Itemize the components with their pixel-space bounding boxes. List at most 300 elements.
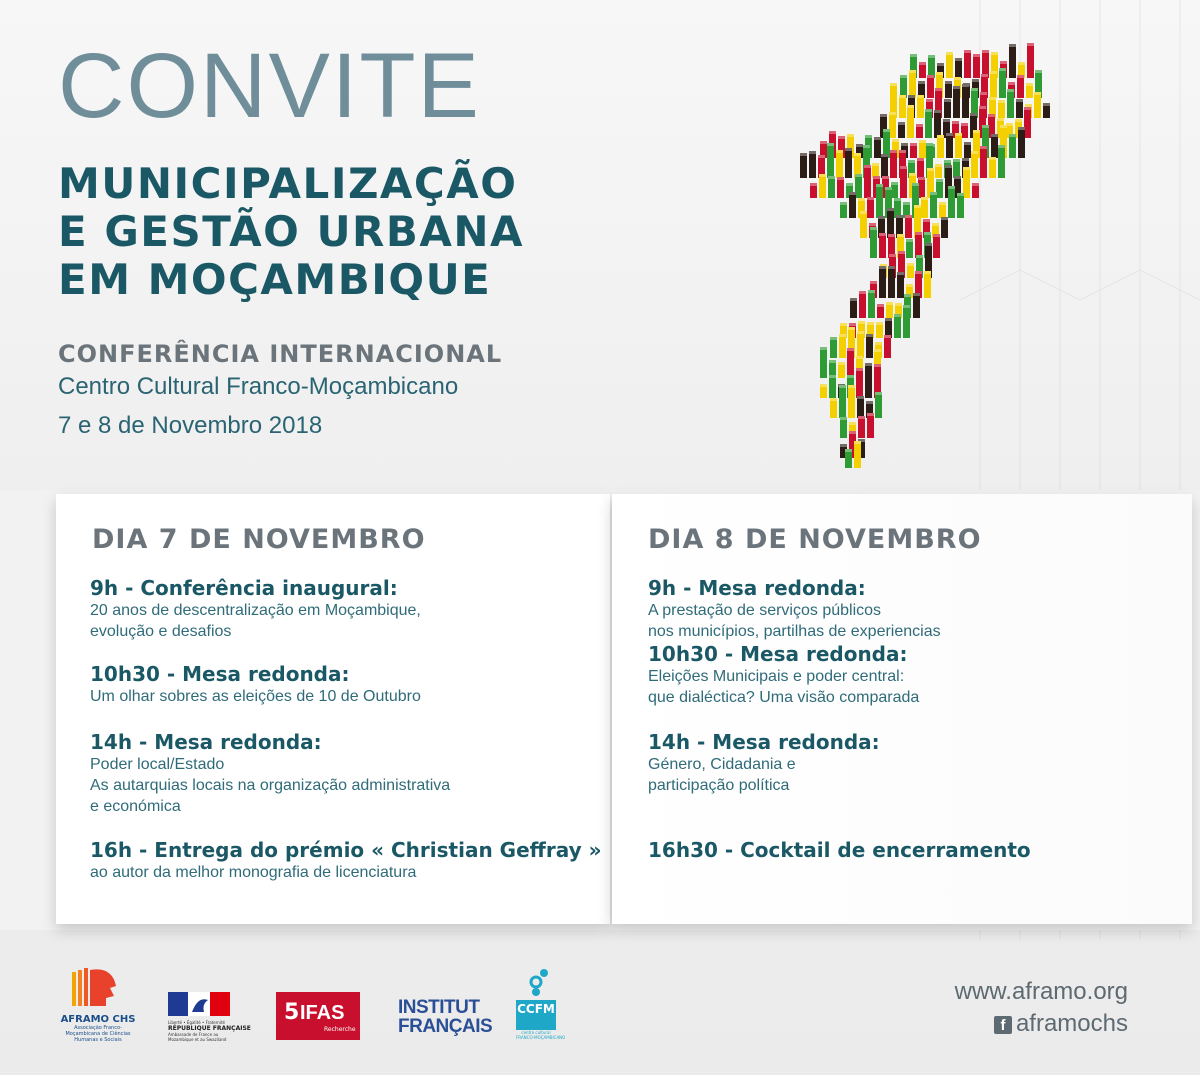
map-block-highlight (829, 360, 836, 363)
event-title: 14h - Mesa redonda: (90, 730, 322, 754)
map-block-highlight (857, 396, 864, 399)
event-description: que dialéctica? Uma visão comparada (648, 689, 920, 706)
event-description: e económica (90, 798, 181, 815)
map-block-highlight (849, 192, 856, 195)
map-block-highlight (819, 174, 826, 177)
map-block (933, 234, 940, 258)
map-block-highlight (997, 118, 1004, 121)
day-2-heading: DIA 8 DE NOVEMBRO (648, 524, 982, 555)
map-block (928, 55, 935, 78)
map-block-highlight (915, 232, 922, 235)
map-block-highlight (878, 216, 885, 219)
map-block-highlight (909, 70, 916, 73)
map-block (859, 291, 866, 318)
map-block (905, 215, 912, 238)
map-block-highlight (973, 54, 980, 57)
map-block (860, 211, 867, 238)
day-1-card (56, 494, 610, 924)
event-title-line-3: EM MOÇAMBIQUE (58, 255, 492, 304)
map-block-highlight (957, 193, 964, 196)
map-block-highlight (946, 133, 953, 136)
republique-francaise-logo (168, 992, 251, 1052)
map-block-highlight (888, 266, 895, 269)
map-block-highlight (904, 294, 911, 297)
ifas-subtitle: Recherche (324, 1026, 356, 1033)
aframo-subtitle: Associação Franco-Moçambicana de Ciências Humanas e Sociais (65, 1025, 131, 1043)
map-block-highlight (847, 348, 854, 351)
map-block (874, 137, 881, 158)
map-block-highlight (925, 243, 932, 246)
map-block-highlight (866, 334, 873, 337)
map-block (849, 192, 856, 218)
map-block (998, 145, 1005, 178)
map-block-highlight (896, 215, 903, 218)
map-block-highlight (991, 52, 998, 55)
map-block-highlight (916, 255, 923, 258)
map-block-highlight (899, 95, 906, 98)
map-block-highlight (873, 176, 880, 179)
map-block (900, 166, 907, 198)
map-block-highlight (828, 176, 835, 179)
map-block-highlight (935, 164, 942, 167)
map-block-highlight (867, 197, 874, 200)
map-block (879, 266, 886, 298)
map-block-highlight (889, 112, 896, 115)
map-block-highlight (937, 135, 944, 138)
map-block (866, 334, 873, 358)
event-title-line-1: MUNICIPALIZAÇÃO (58, 159, 518, 208)
map-block-highlight (989, 97, 996, 100)
map-block-highlight (1025, 104, 1032, 107)
map-block (848, 385, 855, 418)
map-block-highlight (847, 134, 854, 137)
map-block (934, 110, 941, 138)
map-block-highlight (982, 125, 989, 128)
map-block (889, 112, 896, 138)
venue: Centro Cultural Franco-Moçambicano (58, 373, 459, 400)
map-block-highlight (894, 198, 901, 201)
website-link[interactable]: www.aframo.org (954, 978, 1128, 1005)
map-block-highlight (907, 263, 914, 266)
map-block-highlight (953, 86, 960, 89)
map-block-highlight (859, 291, 866, 294)
map-block-highlight (874, 349, 881, 352)
social-handle: aframochs (1015, 1010, 1128, 1037)
map-block-highlight (883, 129, 890, 132)
map-block-highlight (948, 186, 955, 189)
event-title: 16h30 - Cocktail de encerramento (648, 838, 1031, 862)
ccfm-subtitle-1: centro cultural (521, 1030, 551, 1035)
map-block-highlight (926, 99, 933, 102)
map-block-highlight (818, 155, 825, 158)
map-block-highlight (887, 208, 894, 211)
map-block-highlight (919, 62, 926, 65)
event-description: ao autor da melhor monografia de licenciatura (90, 864, 417, 881)
event-dates: 7 e 8 de Novembro 2018 (58, 412, 323, 439)
map-block-highlight (936, 179, 943, 182)
map-block-highlight (865, 135, 872, 138)
map-block (840, 417, 847, 438)
map-block-highlight (876, 322, 883, 325)
map-block (1009, 44, 1016, 78)
map-block-highlight (1043, 103, 1050, 106)
map-block-highlight (903, 305, 910, 308)
day-1-event (90, 838, 602, 883)
map-block (888, 266, 895, 298)
map-block-highlight (850, 298, 857, 301)
event-description: participação política (648, 777, 790, 794)
map-block (1009, 134, 1016, 158)
map-block-highlight (908, 160, 915, 163)
map-block (837, 177, 844, 198)
map-block-highlight (971, 88, 978, 91)
map-block-highlight (890, 150, 897, 153)
map-block-highlight (898, 122, 905, 125)
map-block-highlight (881, 154, 888, 157)
event-description: Género, Cidadania e (648, 756, 796, 773)
map-block-highlight (970, 113, 977, 116)
day-1-event (90, 662, 421, 707)
map-block (828, 176, 835, 198)
map-block (820, 347, 827, 378)
map-block-highlight (903, 202, 910, 205)
map-block-highlight (906, 239, 913, 242)
map-block-highlight (926, 143, 933, 146)
map-block-highlight (879, 266, 886, 269)
map-block (899, 95, 906, 118)
map-block-highlight (1015, 119, 1022, 122)
map-block-highlight (839, 385, 846, 388)
map-block-highlight (849, 422, 856, 425)
map-block (917, 95, 924, 118)
map-block-highlight (943, 119, 950, 122)
map-block-highlight (898, 251, 905, 254)
map-block-highlight (845, 449, 852, 452)
map-block-highlight (944, 99, 951, 102)
event-title: 9h - Mesa redonda: (648, 576, 866, 600)
map-block (980, 146, 987, 178)
map-block-highlight (874, 364, 881, 367)
map-block-highlight (946, 52, 953, 55)
map-block (887, 208, 894, 238)
map-block (930, 192, 937, 218)
map-block-highlight (941, 217, 948, 220)
map-block-highlight (980, 146, 987, 149)
map-block-highlight (866, 401, 873, 404)
map-block-highlight (917, 95, 924, 98)
institut-francais-logo (398, 997, 493, 1042)
map-block (864, 165, 871, 198)
map-block-highlight (930, 192, 937, 195)
map-block (941, 217, 948, 238)
map-block (913, 293, 920, 318)
map-block (894, 314, 901, 338)
map-block-highlight (855, 174, 862, 177)
map-block-highlight (905, 215, 912, 218)
event-description: As autarquias locais na organização administrativa (90, 777, 451, 794)
map-block-highlight (830, 337, 837, 340)
map-block-highlight (897, 234, 904, 237)
event-description: evolução e desafios (90, 623, 232, 640)
aframo-logo (60, 966, 136, 1050)
map-block-highlight (952, 121, 959, 124)
map-block-highlight (916, 124, 923, 127)
map-block-highlight (913, 293, 920, 296)
map-block-highlight (963, 167, 970, 170)
map-block-highlight (849, 323, 856, 326)
map-block-highlight (939, 202, 946, 205)
facebook-icon: f (994, 1016, 1012, 1034)
map-block (839, 385, 846, 418)
map-block-highlight (934, 110, 941, 113)
map-block-highlight (875, 392, 882, 395)
day-2-card (612, 494, 1192, 924)
map-block-highlight (944, 160, 951, 163)
map-block (973, 54, 980, 78)
map-block-highlight (889, 254, 896, 257)
map-block-highlight (848, 385, 855, 388)
map-block (915, 232, 922, 258)
map-block-highlight (856, 356, 863, 359)
map-block-highlight (1000, 125, 1007, 128)
map-block-highlight (1009, 44, 1016, 47)
map-block (955, 133, 962, 158)
ccfm-subtitle-2: FRANCO-MOÇAMBICANO (516, 1035, 566, 1040)
social-link[interactable] (994, 1010, 1128, 1038)
map-block (847, 348, 854, 378)
map-block-highlight (1007, 89, 1014, 92)
map-block-highlight (955, 133, 962, 136)
day-1-event (90, 730, 450, 817)
map-block-highlight (869, 223, 876, 226)
map-block-highlight (900, 75, 907, 78)
map-block (858, 416, 865, 438)
map-block-highlight (870, 281, 877, 284)
map-block-highlight (954, 176, 961, 179)
map-block-highlight (991, 134, 998, 137)
map-block-highlight (973, 130, 980, 133)
map-block-highlight (1018, 127, 1025, 130)
map-block-highlight (955, 58, 962, 61)
map-block-highlight (1035, 70, 1042, 73)
map-block-highlight (870, 227, 877, 230)
map-block-highlight (867, 322, 874, 325)
map-block-highlight (894, 314, 901, 317)
ccfm-logo (516, 968, 566, 1056)
map-block (927, 75, 934, 98)
map-block (900, 75, 907, 98)
map-block (946, 52, 953, 78)
map-block-highlight (839, 334, 846, 337)
map-block-highlight (840, 202, 847, 205)
map-block (991, 134, 998, 158)
map-block-highlight (972, 79, 979, 82)
map-block (1027, 43, 1034, 78)
map-block-highlight (936, 72, 943, 75)
map-block-highlight (809, 151, 816, 154)
bubbles-icon (516, 968, 556, 996)
map-block-highlight (921, 197, 928, 200)
map-block-highlight (924, 232, 931, 235)
map-block-highlight (971, 151, 978, 154)
map-block-highlight (998, 100, 1005, 103)
event-description: Eleições Municipais e poder central: (648, 668, 905, 685)
map-block-highlight (999, 68, 1006, 71)
map-block-highlight (840, 417, 847, 420)
map-block-highlight (885, 187, 892, 190)
map-block-highlight (879, 233, 886, 236)
map-block (854, 441, 861, 468)
map-block-highlight (1017, 75, 1024, 78)
map-block (990, 71, 997, 98)
map-block (868, 290, 875, 318)
map-block-highlight (890, 83, 897, 86)
map-block-highlight (877, 304, 884, 307)
aframo-name: AFRAMO CHS (60, 1014, 136, 1025)
map-block-highlight (1006, 123, 1013, 126)
map-block-highlight (854, 441, 861, 444)
map-block-highlight (945, 81, 952, 84)
map-block-highlight (876, 184, 883, 187)
map-block-highlight (912, 183, 919, 186)
map-block-highlight (927, 75, 934, 78)
map-block-highlight (827, 143, 834, 146)
map-block (867, 197, 874, 218)
map-block-highlight (990, 71, 997, 74)
map-block (856, 368, 863, 398)
map-block-highlight (919, 140, 926, 143)
event-description: A prestação de serviços públicos (648, 602, 882, 619)
map-block-highlight (937, 63, 944, 66)
map-block-highlight (953, 159, 960, 162)
map-block (883, 129, 890, 158)
event-description: nos municípios, partilhas de experiencias (648, 623, 941, 640)
map-block-highlight (1016, 99, 1023, 102)
event-title: 16h - Entrega do prémio « Christian Geffray » (90, 838, 602, 862)
map-block-highlight (860, 211, 867, 214)
map-block-highlight (907, 105, 914, 108)
map-block-highlight (847, 375, 854, 378)
map-block-highlight (886, 302, 893, 305)
map-block-highlight (875, 342, 882, 345)
map-block-highlight (964, 142, 971, 145)
map-block (839, 334, 846, 358)
map-block (830, 337, 837, 358)
map-block-highlight (900, 166, 907, 169)
map-block (867, 413, 874, 438)
map-block-highlight (829, 375, 836, 378)
map-block (971, 151, 978, 178)
map-block (1017, 75, 1024, 98)
map-block (999, 68, 1006, 98)
day-1-event (90, 576, 421, 642)
france-embassy: Ambassade de France au Mozambique et au Swaziland (168, 1032, 227, 1042)
ifas-name: IFAS (300, 1002, 345, 1024)
marianne-icon (168, 992, 230, 1016)
map-block-highlight (917, 158, 924, 161)
map-block-highlight (848, 327, 855, 330)
invitation-title: CONVITE (58, 35, 481, 137)
map-block-highlight (899, 150, 906, 153)
map-block-highlight (923, 219, 930, 222)
map-block (855, 174, 862, 198)
day-2-event (648, 642, 919, 708)
map-block-highlight (915, 271, 922, 274)
map-block-highlight (800, 153, 807, 156)
map-block (925, 109, 932, 138)
map-block-highlight (1027, 43, 1034, 46)
map-block-highlight (1018, 62, 1025, 65)
map-block-highlight (982, 50, 989, 53)
map-block-highlight (908, 95, 915, 98)
map-block-highlight (1000, 61, 1007, 64)
map-block (957, 193, 964, 218)
map-block-highlight (925, 109, 932, 112)
map-block-highlight (918, 177, 925, 180)
map-block (879, 233, 886, 258)
map-block (907, 105, 914, 138)
map-block-highlight (897, 272, 904, 275)
map-block-highlight (856, 368, 863, 371)
map-block-highlight (972, 183, 979, 186)
map-block-highlight (1026, 83, 1033, 86)
map-block-highlight (854, 153, 861, 156)
map-block (962, 84, 969, 118)
map-block (800, 153, 807, 178)
map-block (819, 174, 826, 198)
map-block (964, 50, 971, 78)
map-block (875, 392, 882, 418)
map-block-highlight (858, 198, 865, 201)
map-block (1018, 127, 1025, 158)
map-block-highlight (891, 182, 898, 185)
map-block (876, 184, 883, 218)
map-block-highlight (830, 398, 837, 401)
map-block-highlight (836, 150, 843, 153)
map-block-highlight (810, 183, 817, 186)
map-block (903, 305, 910, 338)
map-block-highlight (998, 145, 1005, 148)
map-block-highlight (932, 223, 939, 226)
map-block-highlight (980, 92, 987, 95)
map-block (827, 143, 834, 178)
map-block-highlight (895, 303, 902, 306)
france-motto: Liberté • Égalité • Fraternité (168, 1020, 225, 1025)
map-block-highlight (1008, 82, 1015, 85)
map-block-highlight (933, 234, 940, 237)
map-block-highlight (867, 413, 874, 416)
ifas-mark-icon: 5 (284, 1000, 300, 1025)
footer (0, 940, 1200, 1075)
map-block-highlight (840, 444, 847, 447)
map-block (909, 70, 916, 98)
map-block (963, 167, 970, 198)
institut-line-2: FRANÇAIS (398, 1016, 493, 1037)
map-block-highlight (845, 148, 852, 151)
event-title: 10h30 - Mesa redonda: (648, 642, 908, 666)
map-block-highlight (945, 165, 952, 168)
map-block (946, 133, 953, 158)
event-description: Poder local/Estado (90, 756, 225, 773)
map-block-highlight (906, 284, 913, 287)
map-block-highlight (961, 123, 968, 126)
map-block (884, 335, 891, 358)
institut-line-1: INSTITUT (398, 997, 480, 1018)
map-block (890, 150, 897, 178)
map-block (857, 331, 864, 358)
map-block (921, 197, 928, 218)
day-2-event (648, 838, 1031, 862)
